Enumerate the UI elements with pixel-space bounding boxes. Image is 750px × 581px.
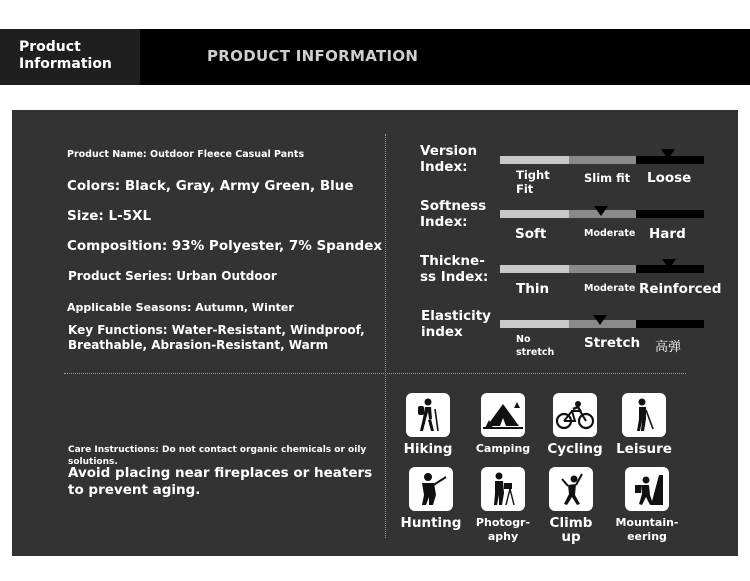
tent-icon: [481, 393, 525, 437]
mountaineering-icon: [625, 467, 669, 511]
softness-option-1: Soft: [515, 226, 547, 242]
activity-leisure: [615, 393, 673, 456]
product-functions-line1: Key Functions: Water-Resistant, Windproof,: [68, 323, 365, 337]
elasticity-option-3: 高弹: [655, 340, 682, 355]
activity-photography: [472, 467, 534, 544]
activity-camping: [472, 393, 534, 456]
softness-index-marker: [594, 206, 608, 216]
activity-label: Cycling: [547, 441, 603, 457]
hiking-icon: [406, 393, 450, 437]
product-colors: Colors: Black, Gray, Army Green, Blue: [67, 178, 354, 194]
activity-label: Hunting: [400, 515, 462, 531]
camera-icon: [481, 467, 525, 511]
version-index-label: Version Index:: [420, 143, 478, 175]
elasticity-option-2: Stretch: [584, 335, 641, 351]
version-index-marker: [661, 149, 675, 159]
activity-hiking: [403, 393, 453, 456]
activity-label: Photogr- aphy: [475, 516, 531, 543]
product-functions-line2: Breathable, Abrasion-Resistant, Warm: [68, 338, 329, 352]
activity-mountaineering: [612, 467, 682, 544]
product-information-tab[interactable]: [0, 29, 140, 85]
bicycle-icon: [553, 393, 597, 437]
elasticity-index-label: Elasticity index: [421, 308, 491, 340]
care-line4: to prevent aging.: [68, 482, 201, 498]
activity-label: Camping: [475, 442, 531, 455]
product-composition: Composition: 93% Polyester, 7% Spandex: [67, 238, 383, 254]
care-line3: Avoid placing near fireplaces or heaters: [68, 465, 373, 481]
care-line1: Care Instructions: Do not contact organic chemicals or oily: [68, 445, 367, 455]
vertical-divider: [385, 134, 386, 538]
golf-icon: [622, 393, 666, 437]
version-option-1: Tight Fit: [516, 168, 550, 196]
activity-hunting: [400, 467, 462, 530]
activity-label: Hiking: [403, 441, 453, 457]
version-option-2: Slim fit: [584, 171, 631, 185]
tab-label: Product Information: [19, 39, 112, 72]
product-name: Product Name: Outdoor Fleece Casual Pants: [67, 149, 305, 160]
thickness-option-1: Thin: [516, 281, 550, 297]
elasticity-index-marker: [593, 315, 607, 325]
thickness-option-3: Reinforced: [639, 281, 722, 297]
elasticity-option-1: No stretch: [516, 334, 555, 358]
version-option-3: Loose: [647, 170, 692, 186]
hunter-icon: [409, 467, 453, 511]
care-line2: solutions.: [68, 457, 118, 467]
horizontal-divider: [64, 373, 686, 374]
activity-label: Mountain- eering: [615, 516, 679, 543]
product-series: Product Series: Urban Outdoor: [68, 269, 277, 283]
softness-index-label: Softness Index:: [420, 198, 487, 230]
product-size: Size: L-5XL: [67, 208, 152, 224]
thickness-index-label: Thickne- ss Index:: [420, 253, 489, 285]
page-title: PRODUCT INFORMATION: [207, 47, 419, 65]
activity-cycling: [545, 393, 605, 456]
softness-option-3: Hard: [649, 226, 686, 242]
thickness-option-2: Moderate: [584, 283, 636, 294]
activity-label: Leisure: [616, 441, 672, 457]
header-bar: [0, 29, 750, 85]
activity-climb: [545, 467, 597, 544]
activity-label: Climb up: [549, 515, 593, 545]
climbing-icon: [549, 467, 593, 511]
thickness-index-marker: [662, 259, 676, 269]
softness-option-2: Moderate: [584, 228, 636, 239]
product-seasons: Applicable Seasons: Autumn, Winter: [67, 301, 294, 314]
